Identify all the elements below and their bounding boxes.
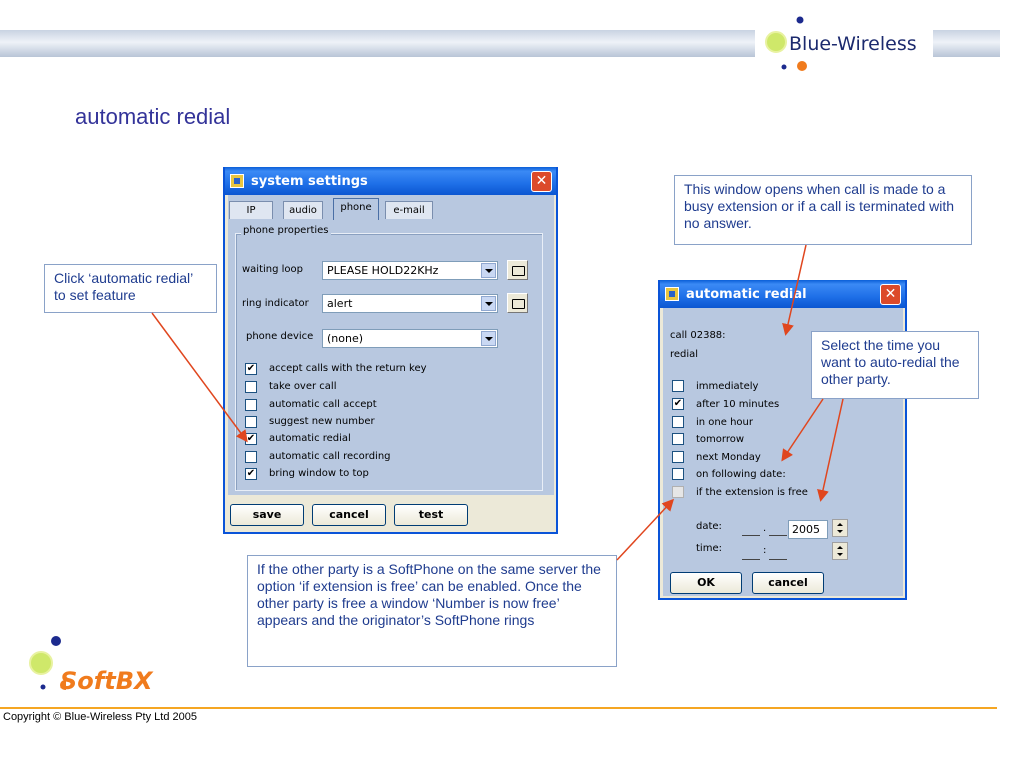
arrow-to-extension-free: [821, 399, 843, 499]
callout-softphone: If the other party is a SoftPhone on the same server the option ‘if extension is free’ can be enabled. Once the other party is free a window ‘Number is now free’ appears and the originator’s SoftPhone rings: [247, 555, 617, 667]
save-button[interactable]: save: [230, 504, 304, 526]
close-icon[interactable]: ✕: [531, 171, 552, 192]
callout-click-feature: Click ‘automatic redial’ to set feature: [44, 264, 217, 313]
redial-label: redial: [670, 349, 699, 360]
time-label: time:: [696, 543, 722, 554]
arrow-to-automatic-redial: [152, 313, 246, 440]
footer-divider: [0, 707, 997, 709]
callout-select-time: Select the time you want to auto-redial the other party.: [811, 331, 979, 399]
checkbox-automatic-redial[interactable]: ✔: [246, 433, 256, 444]
option-label: automatic call accept: [269, 399, 377, 410]
option-label: accept calls with the return key: [269, 363, 427, 374]
option-label: automatic call recording: [269, 451, 391, 462]
option-label: in one hour: [696, 417, 753, 428]
ok-button[interactable]: OK: [670, 572, 742, 594]
group-label: phone properties: [243, 225, 329, 236]
option-label: suggest new number: [269, 416, 375, 427]
checkbox-after-10-minutes[interactable]: ✔: [673, 398, 683, 409]
test-button[interactable]: test: [394, 504, 468, 526]
close-icon[interactable]: ✕: [880, 284, 901, 305]
window-title: system settings: [251, 174, 368, 189]
option-label: immediately: [696, 381, 759, 392]
tab-ip[interactable]: IP: [229, 201, 273, 219]
phone-device-label: phone device: [246, 331, 314, 342]
date-separator: .: [763, 523, 767, 534]
callout-window-opens: This window opens when call is made to a busy extension or if a call is terminated with no answer.: [674, 175, 972, 245]
time-separator: :: [763, 545, 767, 556]
call-number-label: call 02388:: [670, 330, 726, 341]
year-value: 2005: [792, 523, 820, 536]
option-label: bring window to top: [269, 468, 369, 479]
window-title: automatic redial: [686, 287, 807, 302]
phone-device-value: (none): [327, 332, 364, 345]
copyright: Copyright © Blue-Wireless Pty Ltd 2005: [3, 711, 197, 723]
arrow-to-redial-window: [786, 245, 806, 333]
waiting-loop-value: PLEASE HOLD22KHz: [327, 264, 439, 277]
option-label: after 10 minutes: [696, 399, 780, 410]
option-label: tomorrow: [696, 434, 745, 445]
ring-indicator-value: alert: [327, 297, 353, 310]
tab-email[interactable]: e-mail: [385, 201, 433, 219]
date-label: date:: [696, 521, 722, 532]
option-label: next Monday: [696, 452, 761, 463]
checkbox-bring-to-top[interactable]: ✔: [246, 468, 256, 479]
cancel-button[interactable]: cancel: [752, 572, 824, 594]
option-label: if the extension is free: [696, 487, 808, 498]
arrow-to-following-date: [783, 399, 823, 459]
tab-audio[interactable]: audio: [283, 201, 323, 219]
option-label: take over call: [269, 381, 337, 392]
arrow-to-extension-free-checkbox: [617, 501, 672, 560]
softbx-brand: SoftBX: [60, 667, 153, 695]
cancel-button[interactable]: cancel: [312, 504, 386, 526]
checkbox-accept-return-key[interactable]: ✔: [246, 363, 256, 374]
waiting-loop-label: waiting loop: [242, 264, 304, 275]
page-title: automatic redial: [75, 104, 231, 129]
tab-phone[interactable]: phone: [333, 198, 379, 220]
option-label: on following date:: [696, 469, 786, 480]
brand-name: Blue-Wireless: [789, 33, 917, 55]
ring-indicator-label: ring indicator: [242, 298, 309, 309]
option-label: automatic redial: [269, 433, 351, 444]
